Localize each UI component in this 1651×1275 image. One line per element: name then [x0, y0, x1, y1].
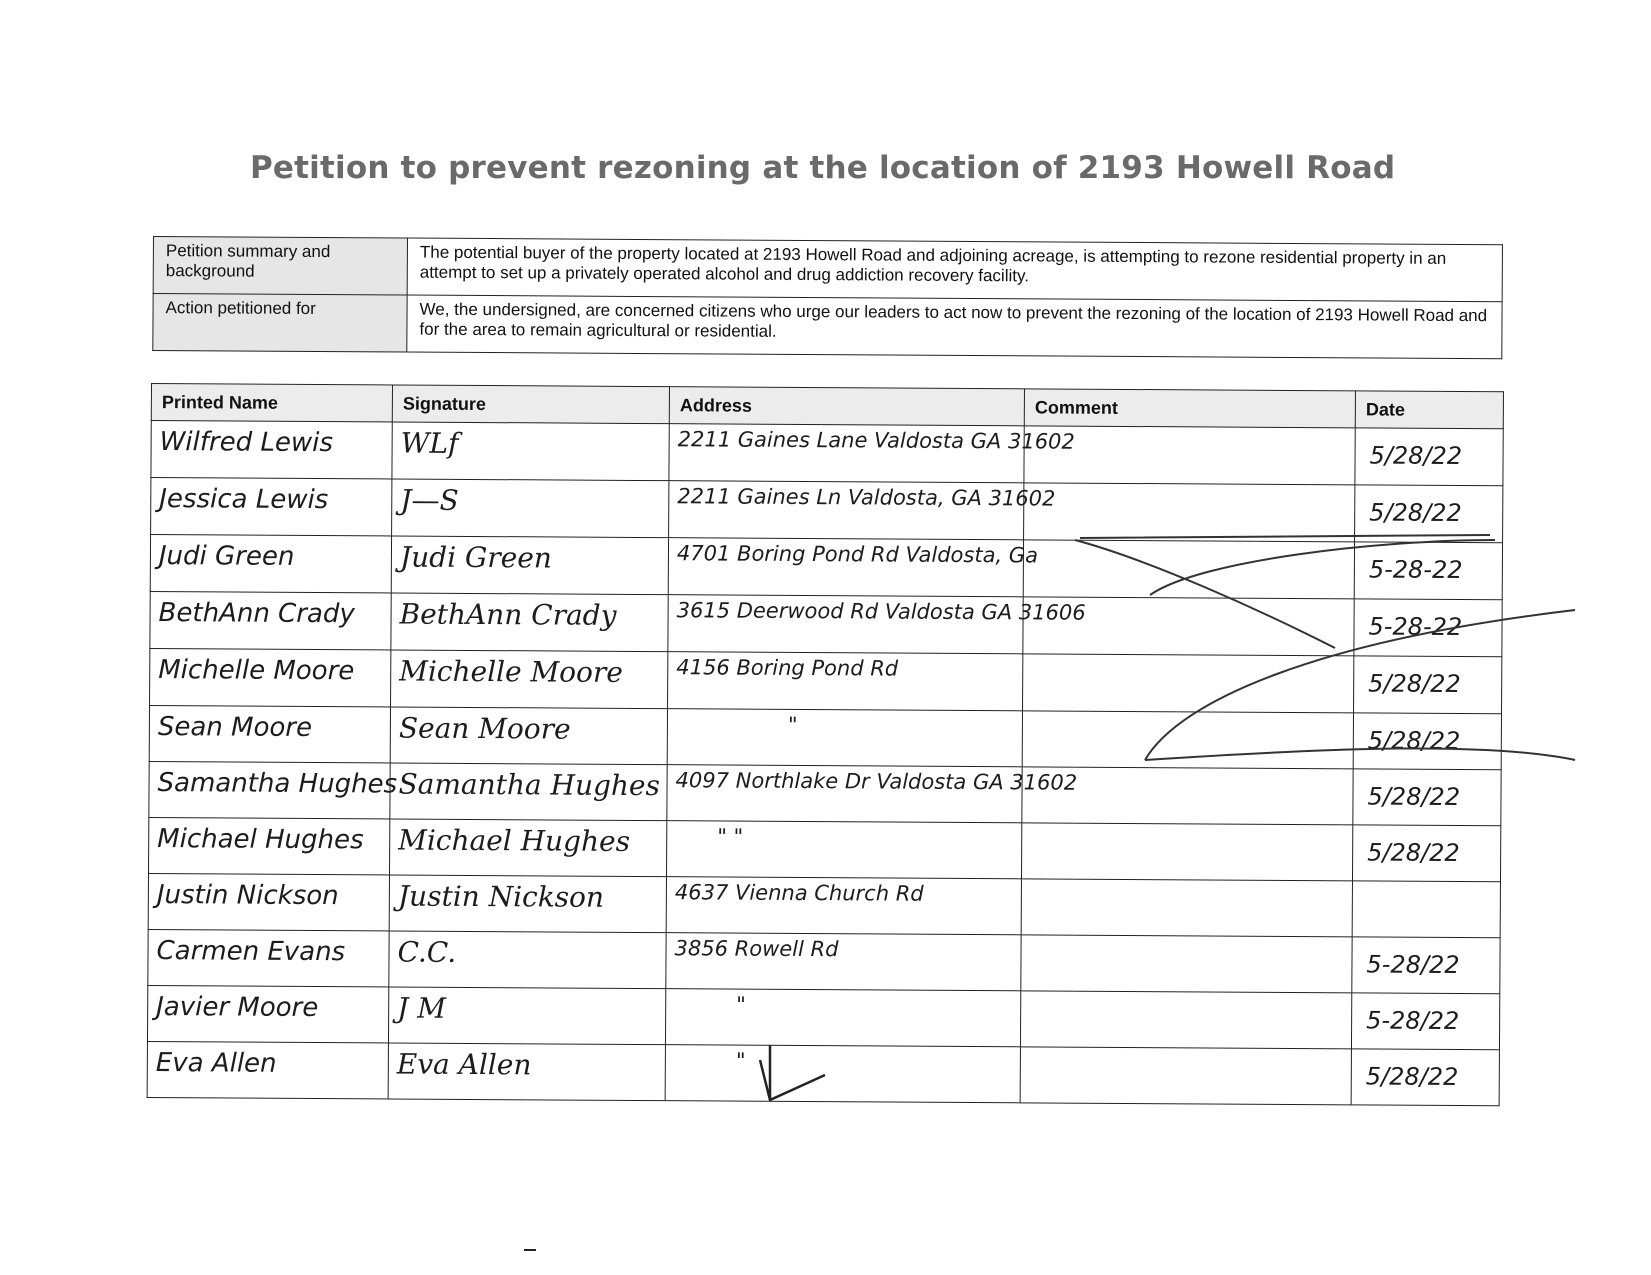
table-row [148, 873, 1500, 937]
signature-cell [390, 707, 667, 765]
date-cell [1353, 769, 1501, 826]
signature-cell [388, 987, 665, 1045]
address: 4097 Northlake Dr Valdosta GA 31602 [675, 768, 1078, 795]
comment-cell [1023, 540, 1354, 599]
header-signature: Signature [392, 385, 669, 424]
address-cell [666, 821, 1021, 879]
address-cell [665, 989, 1020, 1047]
signature: J—S [400, 483, 459, 517]
date: 5/28/22 [1369, 441, 1463, 471]
date: 5/28/22 [1367, 782, 1461, 812]
signature-table [147, 383, 1504, 1106]
printed-name: Michael Hughes [157, 824, 364, 856]
address-cell [668, 595, 1086, 654]
date: 5-28/22 [1366, 950, 1460, 980]
summary-text: The potential buyer of the property located at 2193 Howell Road and adjoining acreage, is attempting to rezone residential property in an attempt to set up a privately operated alcohol and drug addiction recovery facility. [407, 238, 1502, 302]
header-address: Address [669, 387, 1024, 426]
header-printed-name: Printed Name [151, 384, 392, 422]
signature: C.C. [397, 935, 457, 969]
petition-summary-table [152, 236, 1503, 359]
signature: Michelle Moore [399, 654, 623, 689]
page-mark [524, 1249, 536, 1251]
printed-name-cell [149, 705, 390, 762]
printed-name-cell [150, 591, 391, 649]
signature-cell [390, 763, 667, 821]
table-row [149, 817, 1501, 881]
signature: Sean Moore [398, 711, 571, 746]
summary-label: Petition summary and background [153, 237, 407, 296]
printed-name: Wilfred Lewis [159, 427, 334, 459]
table-row [148, 929, 1500, 993]
address: " [787, 712, 798, 737]
signature: J M [397, 991, 447, 1025]
address: " [736, 992, 746, 1017]
printed-name: Sean Moore [157, 712, 313, 743]
table-row [147, 1041, 1499, 1105]
signature-cell [389, 819, 666, 877]
address: 2211 Gaines Ln Valdosta, GA 31602 [677, 484, 1056, 511]
signature: Judi Green [399, 540, 553, 575]
printed-name-cell [149, 761, 398, 818]
signature-cell [389, 875, 666, 933]
date-cell [1354, 656, 1502, 714]
table-row [149, 761, 1501, 825]
date: 5-28-22 [1368, 612, 1463, 642]
comment-cell [1024, 483, 1355, 542]
address-cell [666, 933, 1021, 991]
comment-cell [1022, 767, 1353, 825]
signature: Michael Hughes [398, 823, 631, 858]
address: 4156 Boring Pond Rd [676, 655, 899, 681]
comment-cell [1020, 1047, 1351, 1105]
signature: BethAnn Crady [399, 597, 617, 632]
date: 5/28/22 [1368, 669, 1461, 699]
signature: Samantha Hughes [398, 767, 661, 803]
date: 5/28/22 [1367, 838, 1460, 868]
date-cell [1352, 937, 1500, 994]
action-label: Action petitioned for [153, 294, 407, 353]
date: 5/28/22 [1369, 498, 1462, 528]
signature-cell [389, 931, 666, 989]
signature: Eva Allen [396, 1047, 532, 1082]
signature-cell [392, 422, 669, 481]
printed-name-cell [151, 478, 392, 536]
table-row [150, 648, 1502, 713]
address: " " [717, 824, 744, 849]
signature-cell [392, 479, 669, 538]
printed-name: Jessica Lewis [159, 484, 329, 516]
printed-name-cell [149, 817, 390, 874]
table-row [147, 985, 1499, 1049]
date-cell [1354, 542, 1502, 600]
address-cell [666, 877, 1021, 935]
comment-cell [1021, 823, 1352, 881]
comment-cell [1022, 711, 1353, 769]
table-row [151, 478, 1503, 543]
address: 2211 Gaines Lane Valdosta GA 31602 [677, 427, 1075, 454]
summary-row [153, 237, 1502, 302]
signature: Justin Nickson [397, 879, 605, 914]
address: 4637 Vienna Church Rd [674, 880, 924, 906]
signature-cell [391, 650, 668, 709]
address-cell [668, 538, 1039, 597]
signature: WLf [400, 426, 459, 460]
comment-cell [1020, 991, 1351, 1049]
printed-name: Javier Moore [156, 992, 319, 1024]
printed-name: Carmen Evans [156, 936, 346, 968]
action-row [153, 294, 1502, 359]
date-cell [1352, 825, 1500, 882]
printed-name: Judi Green [158, 541, 295, 572]
printed-name: BethAnn Crady [158, 598, 355, 630]
printed-name-cell [148, 929, 389, 986]
address-cell [669, 481, 1056, 540]
address: 3856 Rowell Rd [674, 936, 839, 962]
printed-name-cell [148, 873, 389, 930]
date-cell [1355, 485, 1503, 543]
header-date: Date [1355, 391, 1503, 429]
signature-cell [391, 536, 668, 595]
address-cell [669, 424, 1075, 483]
address-cell [667, 765, 1078, 823]
table-row [150, 535, 1502, 600]
date: 5/28/22 [1365, 1062, 1459, 1091]
signature-cell [391, 593, 668, 652]
date: 5/28/22 [1367, 726, 1461, 756]
printed-name: Eva Allen [155, 1048, 277, 1079]
address-cell [668, 652, 1023, 711]
comment-cell [1023, 597, 1354, 656]
printed-name-cell [147, 985, 388, 1042]
printed-name: Michelle Moore [158, 655, 355, 687]
address: 4701 Boring Pond Rd Valdosta, Ga [676, 541, 1039, 568]
address: " [735, 1048, 746, 1073]
printed-name: Justin Nickson [156, 880, 339, 912]
printed-name: Samantha Hughes [157, 768, 398, 800]
comment-cell [1023, 654, 1354, 713]
comment-cell [1024, 426, 1355, 485]
printed-name-cell [147, 1041, 388, 1098]
date-cell [1352, 881, 1500, 938]
address-cell [665, 1045, 1020, 1103]
date-cell [1351, 1049, 1499, 1106]
printed-name-cell [150, 648, 391, 706]
table-row [149, 705, 1501, 769]
date-cell [1355, 428, 1503, 486]
address: 3615 Deerwood Rd Valdosta GA 31606 [676, 598, 1086, 625]
signature-cell [388, 1043, 665, 1101]
date: 5-28-22 [1368, 555, 1463, 585]
date-cell [1354, 599, 1502, 657]
action-text: We, the undersigned, are concerned citizens who urge our leaders to act now to prevent the rezoning of the location of 2193 Howell Road and for the area to remain agricultural or residential. [407, 295, 1502, 359]
table-row [151, 421, 1503, 486]
printed-name-cell [150, 535, 391, 593]
petition-title: Petition to prevent rezoning at the location of 2193 Howell Road [250, 150, 1396, 186]
date: 5-28/22 [1366, 1006, 1460, 1036]
table-row [150, 591, 1502, 656]
comment-cell [1021, 879, 1352, 937]
printed-name-cell [151, 421, 392, 479]
comment-cell [1021, 935, 1352, 993]
address-cell [667, 709, 1022, 767]
date-cell [1351, 993, 1499, 1050]
date-cell [1353, 713, 1501, 770]
header-comment: Comment [1024, 389, 1355, 428]
